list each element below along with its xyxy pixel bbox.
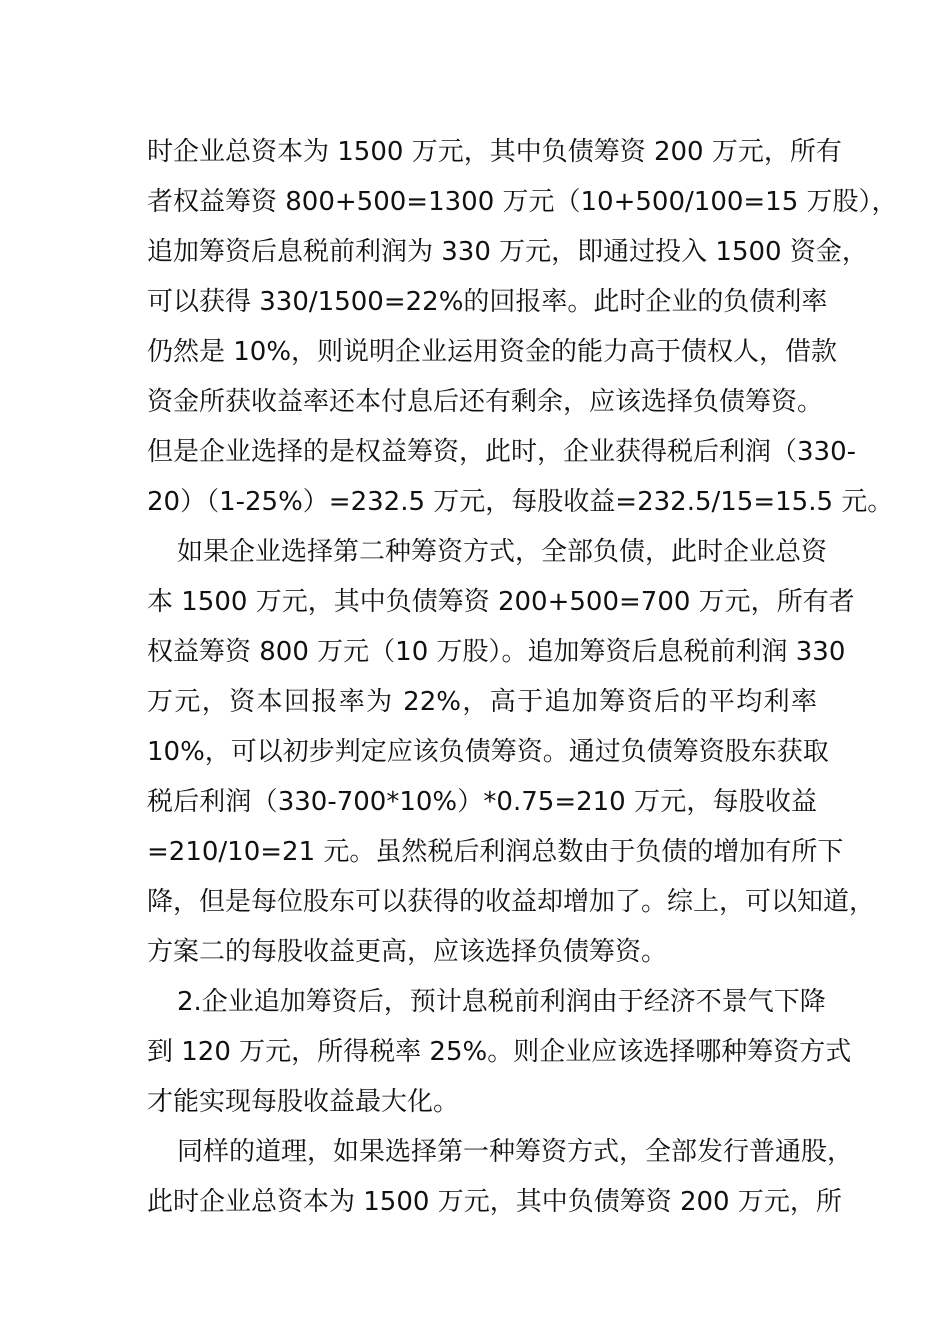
- text-line: 方案二的每股收益更高，应该选择负债筹资。: [147, 937, 668, 967]
- text-line: 可以获得 330/1500=22%的回报率。此时企业的负债利率: [147, 287, 828, 317]
- text-line: 降，但是每位股东可以获得的收益却增加了。综上，可以知道，: [147, 887, 876, 917]
- text-line: 同样的道理，如果选择第一种筹资方式，全部发行普通股，: [177, 1137, 854, 1167]
- text-line: 如果企业选择第二种筹资方式，全部负债，此时企业总资: [177, 537, 828, 567]
- text-line: 者权益筹资 800+500=1300 万元（10+500/100=15 万股），: [147, 187, 898, 217]
- paragraph: [147, 977, 852, 1127]
- text-line: 才能实现每股收益最大化。: [147, 1087, 460, 1117]
- text-line: 万元，资本回报率为 22%，高于追加筹资后的平均利率: [147, 687, 817, 717]
- paragraph: [147, 127, 898, 527]
- text-line: 资金所获收益率还本付息后还有剩余，应该选择负债筹资。: [147, 387, 824, 417]
- text-line: 20）（1-25%）=232.5 万元，每股收益=232.5/15=15.5 元。: [147, 487, 894, 517]
- paragraph: [147, 1127, 854, 1227]
- text-line: 追加筹资后息税前利润为 330 万元，即通过投入 1500 资金，: [147, 237, 868, 267]
- text-line: 到 120 万元，所得税率 25%。则企业应该选择哪种筹资方式: [147, 1037, 852, 1067]
- text-line: 权益筹资 800 万元（10 万股）。追加筹资后息税前利润 330: [147, 637, 846, 667]
- document-body: [147, 127, 898, 1227]
- text-line: 时企业总资本为 1500 万元，其中负债筹资 200 万元，所有: [147, 137, 842, 167]
- text-line: 仍然是 10%，则说明企业运用资金的能力高于债权人，借款: [147, 337, 838, 367]
- text-line: 此时企业总资本为 1500 万元，其中负债筹资 200 万元，所: [147, 1187, 842, 1217]
- paragraph: [147, 527, 876, 977]
- text-line: 10%，可以初步判定应该负债筹资。通过负债筹资股东获取: [147, 737, 829, 767]
- text-line: =210/10=21 元。虽然税后利润总数由于负债的增加有所下: [147, 837, 844, 867]
- text-line: 本 1500 万元，其中负债筹资 200+500=700 万元，所有者: [147, 587, 855, 617]
- text-line: 2.企业追加筹资后，预计息税前利润由于经济不景气下降: [177, 987, 826, 1017]
- text-line: 但是企业选择的是权益筹资，此时，企业获得税后利润（330-: [147, 437, 857, 467]
- text-line: 税后利润（330-700*10%）*0.75=210 万元，每股收益: [147, 787, 817, 817]
